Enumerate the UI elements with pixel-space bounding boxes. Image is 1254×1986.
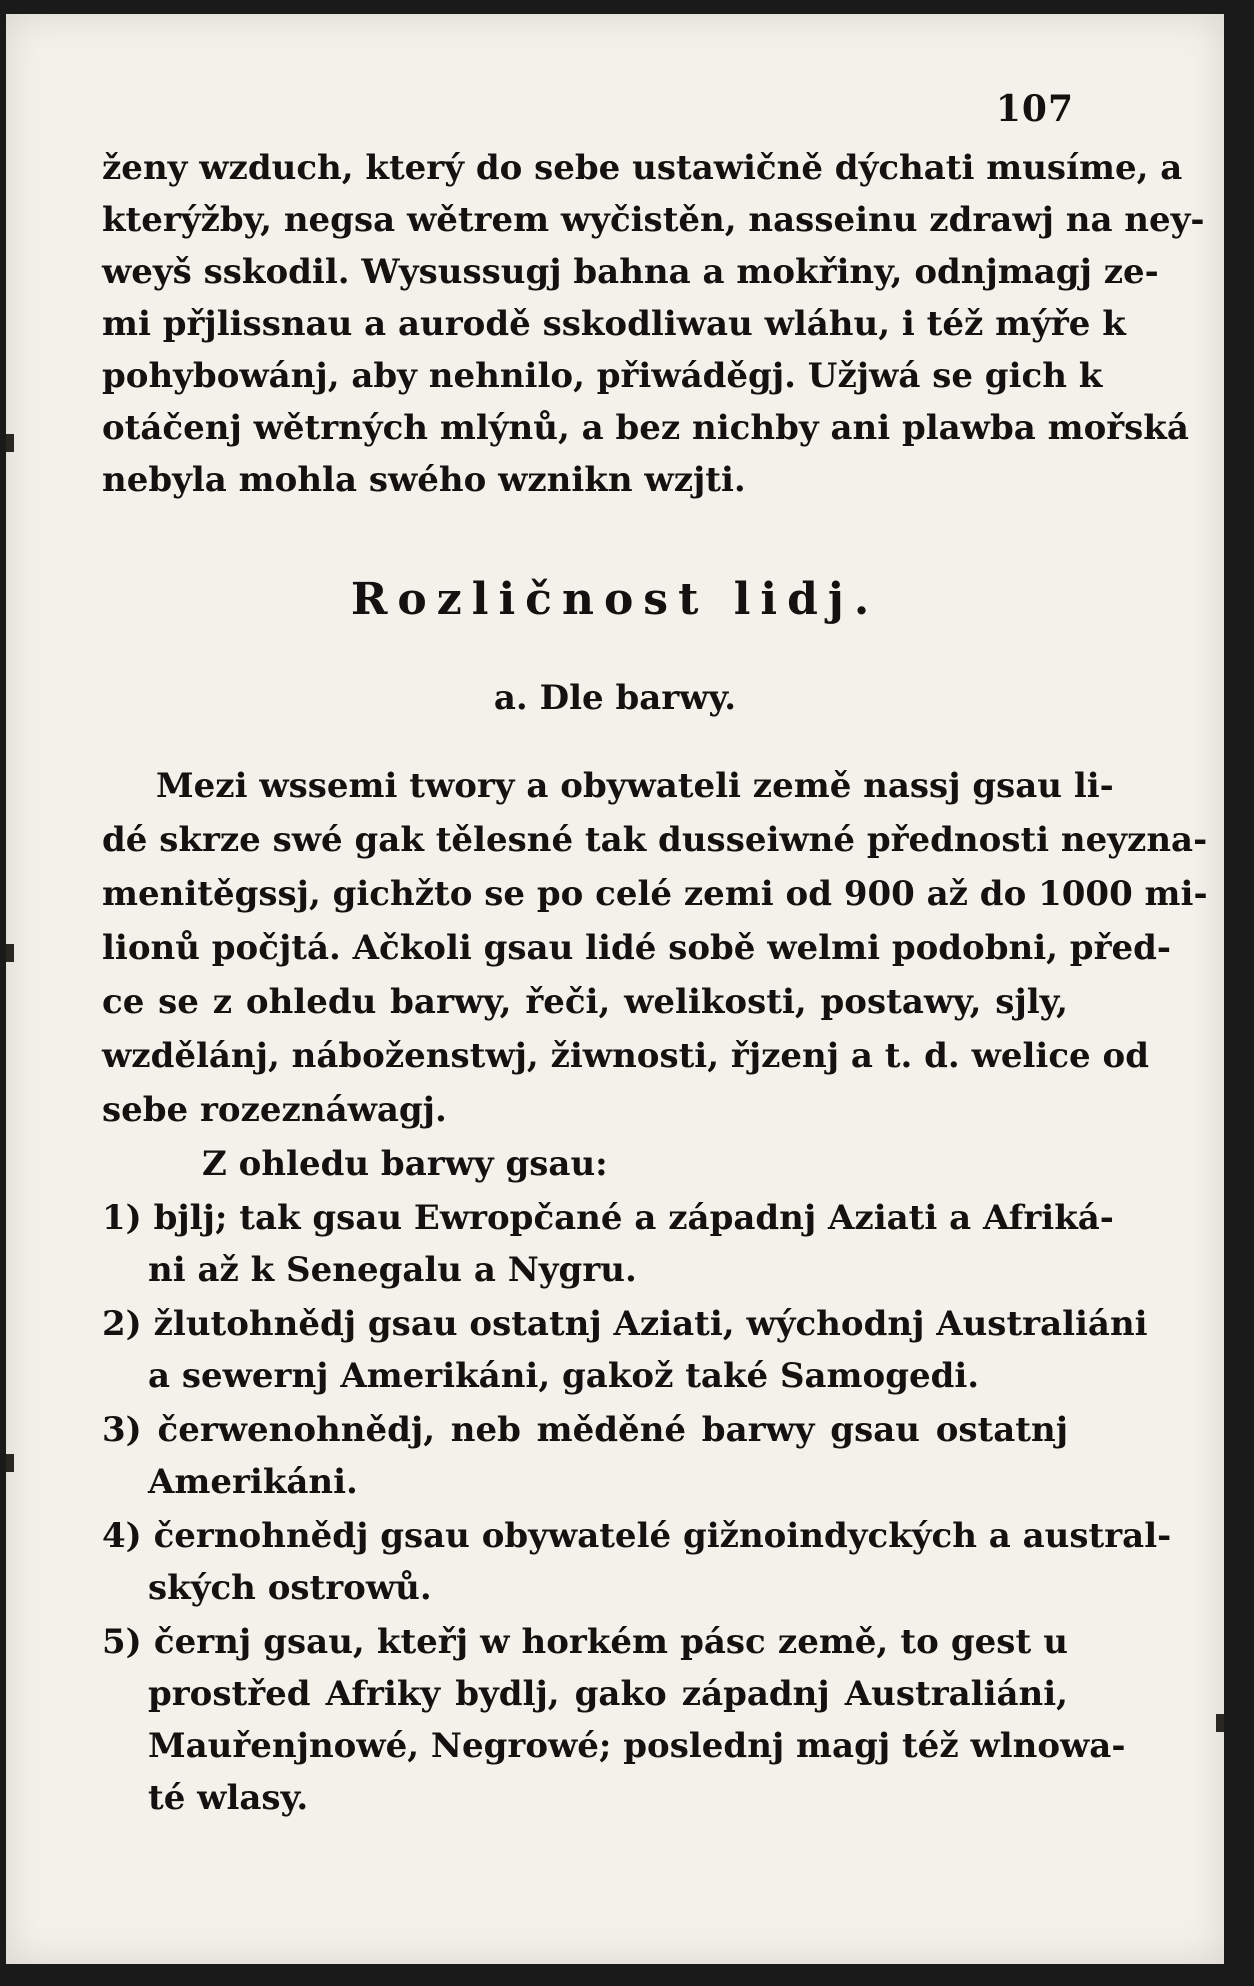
list-item-continuation: a sewernj Amerikáni, gakož také Samogedi. <box>148 1356 980 1396</box>
list-number: 2) <box>102 1304 142 1344</box>
list-item-continuation: prostřed Afriky bydlj, gako západnj Australiáni, <box>148 1674 1068 1714</box>
list-text: černj gsau, kteřj w horkém pásc země, to gest u <box>153 1622 1068 1662</box>
list-item <box>102 1404 1068 1456</box>
text-line: nebyla mohla swého wznikn wzjti. <box>102 460 746 500</box>
list-text: bjlj; tak gsau Ewropčané a západnj Aziati a Afriká- <box>153 1198 1114 1238</box>
list-item-continuation: Mauřenjnowé, Negrowé; poslednj magj též wlnowa- <box>148 1726 1126 1766</box>
book-page <box>6 14 1224 1964</box>
binding-mark <box>6 434 14 452</box>
list-text: čerwenohnědj, neb měděné barwy gsau ostatnj <box>157 1410 1069 1450</box>
text-line: kterýžby, negsa wětrem wyčistěn, nasseinu zdrawj na ney- <box>102 200 1205 240</box>
list-item <box>102 1298 1148 1350</box>
list-item-continuation: ských ostrowů. <box>148 1568 432 1608</box>
list-number: 3) <box>102 1410 142 1450</box>
binding-mark <box>1216 1714 1224 1732</box>
text-line: dé skrze swé gak tělesné tak dusseiwné přednosti neyzna- <box>102 820 1208 860</box>
subsection-heading: a. Dle barwy. <box>493 678 737 718</box>
binding-mark <box>6 944 14 962</box>
list-item <box>102 1510 1172 1562</box>
list-item-continuation: ni až k Senegalu a Nygru. <box>148 1250 637 1290</box>
list-item <box>102 1192 1114 1244</box>
text-line: lionů počjtá. Ačkoli gsau lidé sobě welmi podobni, před- <box>102 928 1172 968</box>
list-number: 4) <box>102 1516 142 1556</box>
text-line: pohybowánj, aby nehnilo, přiwáděgj. Užjwá se gich k <box>102 356 1103 396</box>
text-line: Mezi wssemi twory a obywateli země nassj gsau li- <box>156 766 1114 806</box>
text-line: ce se z ohledu barwy, řeči, welikosti, postawy, sjly, <box>102 982 1068 1022</box>
text-line: wzdělánj, náboženstwj, žiwnosti, řjzenj a t. d. welice od <box>102 1036 1149 1076</box>
list-text: černohnědj gsau obywatelé gižnoindyckých a austral- <box>153 1516 1172 1556</box>
text-line: mi přjlissnau a aurodě sskodliwau wláhu, i též mýře k <box>102 304 1126 344</box>
binding-mark <box>6 1454 14 1472</box>
list-item <box>102 1616 1068 1668</box>
list-intro: Z ohledu barwy gsau: <box>202 1144 608 1184</box>
text-line: sebe rozeznáwagj. <box>102 1090 447 1130</box>
list-number: 1) <box>102 1198 142 1238</box>
text-line: menitěgssj, gichžto se po celé zemi od 900 až do 1000 mi- <box>102 874 1208 914</box>
text-line: ženy wzduch, který do sebe ustawičně dýchati musíme, a <box>102 148 1183 188</box>
list-text: žlutohnědj gsau ostatnj Aziati, wýchodnj Australiáni <box>153 1304 1148 1344</box>
section-heading: Rozličnost lidj. <box>350 574 880 625</box>
list-item-continuation: té wlasy. <box>148 1778 309 1818</box>
text-line: otáčenj wětrných mlýnů, a bez nichby ani plawba mořská <box>102 408 1189 448</box>
list-number: 5) <box>102 1622 142 1662</box>
page-number: 107 <box>995 88 1074 130</box>
text-line: weyš sskodil. Wysussugj bahna a mokřiny, odnjmagj ze- <box>102 252 1159 292</box>
list-item-continuation: Amerikáni. <box>148 1462 358 1502</box>
